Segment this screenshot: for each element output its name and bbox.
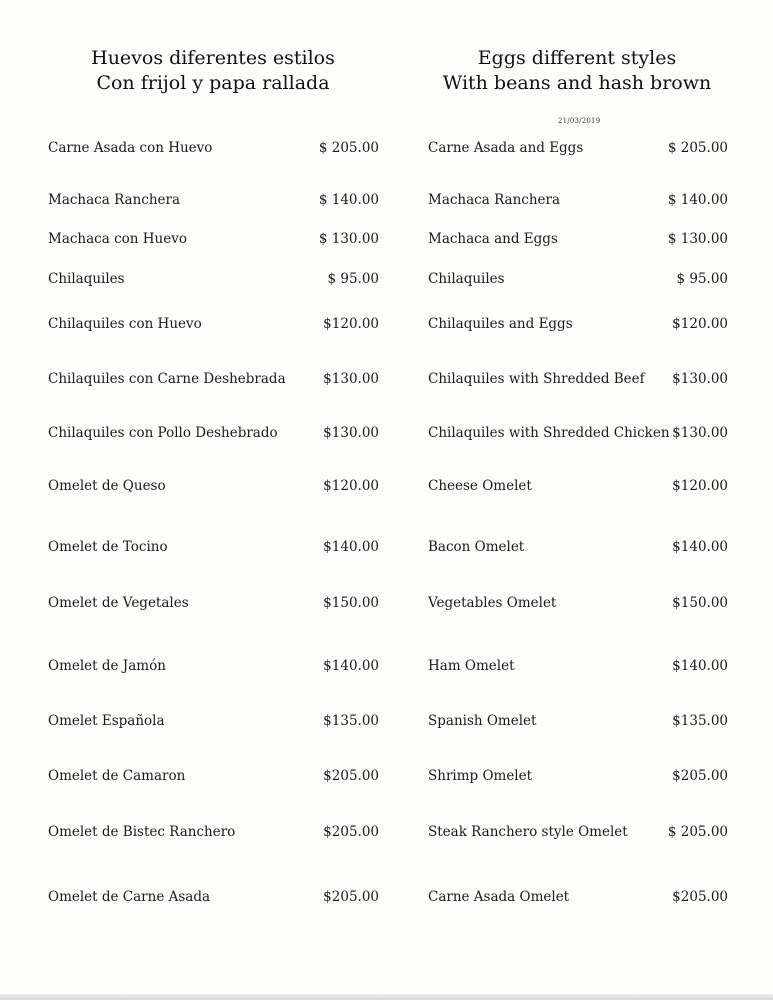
menu-item-price-es: $130.00 [323, 371, 379, 387]
menu-item-row [0, 766, 773, 786]
menu-item-name-en: Machaca and Eggs [428, 231, 558, 247]
menu-item-name-es: Omelet de Camaron [48, 768, 186, 784]
menu-item-price-en: $150.00 [672, 595, 728, 611]
menu-item-name-en: Bacon Omelet [428, 539, 525, 555]
menu-item-name-es: Machaca Ranchera [48, 192, 181, 208]
menu-item-name-es: Chilaquiles con Pollo Deshebrado [48, 425, 278, 441]
menu-item-name-es: Chilaquiles con Carne Deshebrada [48, 371, 286, 387]
menu-item-price-en: $120.00 [672, 478, 728, 494]
menu-item-price-es: $135.00 [323, 713, 379, 729]
menu-item-price-es: $130.00 [323, 425, 379, 441]
menu-item-name-es: Omelet de Tocino [48, 539, 168, 555]
menu-item-name-es: Chilaquiles [48, 271, 125, 287]
menu-item-name-en: Steak Ranchero style Omelet [428, 824, 628, 840]
menu-item-name-en: Vegetables Omelet [428, 595, 557, 611]
menu-item-price-es: $ 205.00 [318, 140, 379, 156]
menu-item-price-es: $ 95.00 [327, 271, 379, 287]
menu-item-price-es: $205.00 [323, 824, 379, 840]
menu-item-row [0, 656, 773, 676]
menu-item-name-en: Machaca Ranchera [428, 192, 561, 208]
menu-item-price-es: $ 140.00 [318, 192, 379, 208]
menu-item-name-en: Carne Asada and Eggs [428, 140, 584, 156]
menu-item-price-en: $ 130.00 [667, 231, 728, 247]
menu-item-row [0, 369, 773, 389]
menu-item-price-es: $205.00 [323, 889, 379, 905]
menu-item-name-es: Omelet de Vegetales [48, 595, 189, 611]
menu-item-name-en: Cheese Omelet [428, 478, 532, 494]
menu-item-price-en: $ 205.00 [667, 140, 728, 156]
english-heading-line2: With beans and hash brown [442, 72, 712, 94]
spanish-heading-line1: Huevos diferentes estilos [91, 47, 335, 69]
menu-item-price-en: $130.00 [672, 371, 728, 387]
menu-item-name-es: Carne Asada con Huevo [48, 140, 213, 156]
menu-date: 21/03/2019 [558, 117, 601, 125]
menu-item-row [0, 711, 773, 731]
menu-item-price-en: $ 205.00 [667, 824, 728, 840]
menu-item-row [0, 269, 773, 289]
menu-item-row [0, 476, 773, 496]
menu-item-name-en: Chilaquiles and Eggs [428, 316, 573, 332]
menu-item-name-en: Chilaquiles with Shredded Chicken [428, 425, 670, 441]
english-heading-line1: Eggs different styles [477, 47, 677, 69]
menu-item-name-es: Chilaquiles con Huevo [48, 316, 202, 332]
menu-item-price-es: $ 130.00 [318, 231, 379, 247]
english-heading [412, 46, 742, 96]
menu-item-price-es: $140.00 [323, 658, 379, 674]
menu-item-name-en: Carne Asada Omelet [428, 889, 570, 905]
menu-item-price-en: $140.00 [672, 658, 728, 674]
spanish-heading [48, 46, 378, 96]
menu-item-row [0, 822, 773, 842]
spanish-heading-line2: Con frijol y papa rallada [96, 72, 330, 94]
menu-item-row [0, 423, 773, 443]
menu-item-name-en: Chilaquiles [428, 271, 505, 287]
menu-item-price-en: $120.00 [672, 316, 728, 332]
menu-item-row [0, 537, 773, 557]
menu-item-price-en: $ 95.00 [676, 271, 728, 287]
menu-item-price-en: $140.00 [672, 539, 728, 555]
menu-item-row [0, 593, 773, 613]
menu-item-name-es: Omelet Española [48, 713, 165, 729]
menu-item-row [0, 887, 773, 907]
menu-item-price-es: $120.00 [323, 316, 379, 332]
menu-item-name-es: Omelet de Queso [48, 478, 166, 494]
menu-item-name-en: Chilaquiles with Shredded Beef [428, 371, 645, 387]
menu-item-price-en: $135.00 [672, 713, 728, 729]
menu-item-name-es: Omelet de Jamón [48, 658, 166, 674]
menu-item-name-en: Spanish Omelet [428, 713, 537, 729]
menu-item-price-en: $ 140.00 [667, 192, 728, 208]
menu-item-price-en: $205.00 [672, 768, 728, 784]
menu-item-price-es: $120.00 [323, 478, 379, 494]
menu-item-row [0, 138, 773, 158]
menu-item-name-es: Omelet de Carne Asada [48, 889, 211, 905]
menu-item-name-en: Ham Omelet [428, 658, 515, 674]
menu-item-name-en: Shrimp Omelet [428, 768, 533, 784]
menu-item-row [0, 314, 773, 334]
menu-item-price-es: $150.00 [323, 595, 379, 611]
menu-item-price-es: $140.00 [323, 539, 379, 555]
menu-item-name-es: Omelet de Bistec Ranchero [48, 824, 236, 840]
menu-item-price-en: $130.00 [672, 425, 728, 441]
menu-item-price-en: $205.00 [672, 889, 728, 905]
menu-item-price-es: $205.00 [323, 768, 379, 784]
menu-item-row [0, 229, 773, 249]
menu-item-row [0, 190, 773, 210]
menu-item-name-es: Machaca con Huevo [48, 231, 187, 247]
